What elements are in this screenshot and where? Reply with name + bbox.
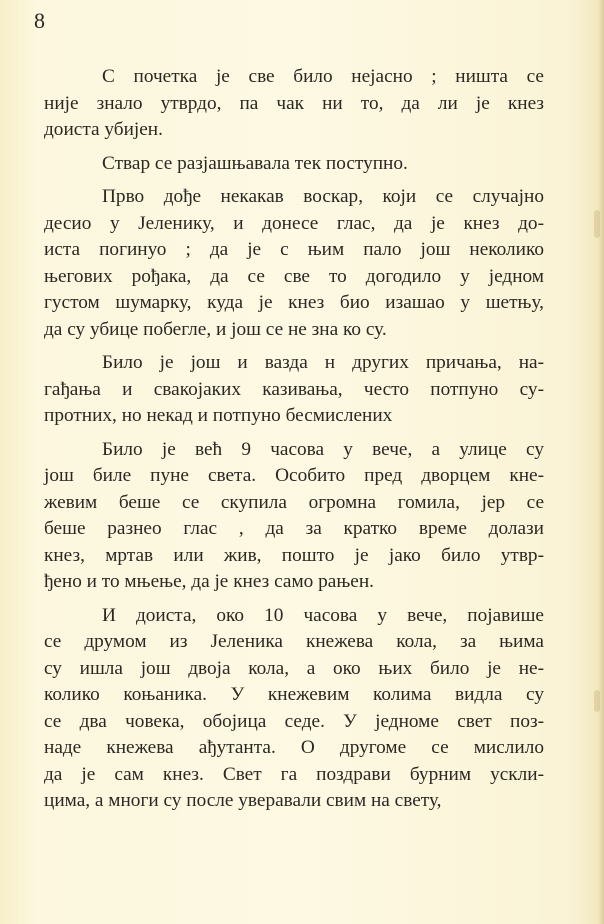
paragraph <box>44 350 544 430</box>
text-line: ђено и то мњење, да је кнез само рањен. <box>44 571 374 592</box>
page-edge-shadow <box>598 0 604 924</box>
text-line: густом шумарку, куда је кнез био изашао у шетњу, <box>44 292 544 313</box>
text-line: гађања и свакојаких казивања, често потпуно су- <box>44 378 544 400</box>
text-line: да је сам кнез. Свет га поздрави бурним ускли- <box>44 763 544 785</box>
text-line: још биле пуне света. Особито пред дворцем кне- <box>44 465 544 486</box>
text-line: протних, но некад и потпуно бесмислених <box>44 405 393 426</box>
text-line: кнез, мртав или жив, пошто је јако било утвр- <box>44 544 544 566</box>
text-line: наде кнежева ађутанта. О другоме се мислило <box>44 737 544 758</box>
paragraph <box>44 184 544 343</box>
text-line: се два човека, обојица седе. У једноме свет поз- <box>44 710 544 732</box>
page-number: 8 <box>34 8 45 33</box>
body-text <box>44 64 544 822</box>
text-line: иста погинуо ; да је с њим пало још неколико <box>44 239 544 260</box>
text-line: Прво дође некакав воскар, који се случајно <box>102 186 544 207</box>
text-line: се друмом из Јеленика кнежева кола, за њима <box>44 631 544 652</box>
text-line: Било је већ 9 часова у вече, а улице су <box>102 438 544 460</box>
text-line: Било је још и вазда н других причања, на- <box>102 352 544 373</box>
text-line: његових рођака, да се све то догодило у једном <box>44 265 544 287</box>
text-line: беше разнео глас , да за кратко време долази <box>44 518 544 539</box>
text-line: десио у Јеленику, и донесе глас, да је кнез до- <box>44 212 544 234</box>
text-line: жевим беше се скупила огромна гомила, јер се <box>44 491 544 513</box>
paper-stain <box>594 690 600 712</box>
paper-stain <box>594 210 600 238</box>
paragraph <box>44 437 544 596</box>
paragraph <box>44 151 544 178</box>
text-line: колико коњаника. У кнежевим колима видла су <box>44 684 544 705</box>
text-line: Ствар се разјашњавала тек поступно. <box>102 152 408 174</box>
text-line: су ишла још двоја кола, а око њих било је не- <box>44 657 544 679</box>
text-line: доиста убијен. <box>44 119 163 140</box>
text-line: цима, а многи су после уверавали свим на свету, <box>44 790 442 811</box>
text-line: И доиста, око 10 часова у вече, појавише <box>102 604 544 626</box>
paragraph <box>44 64 544 144</box>
text-line: није знало утврдо, па чак ни то, да ли је кнез <box>44 92 544 114</box>
paragraph <box>44 603 544 815</box>
text-line: да су убице побегле, и још се не зна ко су. <box>44 318 387 340</box>
text-line: С почетка је све било нејасно ; ништа се <box>102 66 544 87</box>
